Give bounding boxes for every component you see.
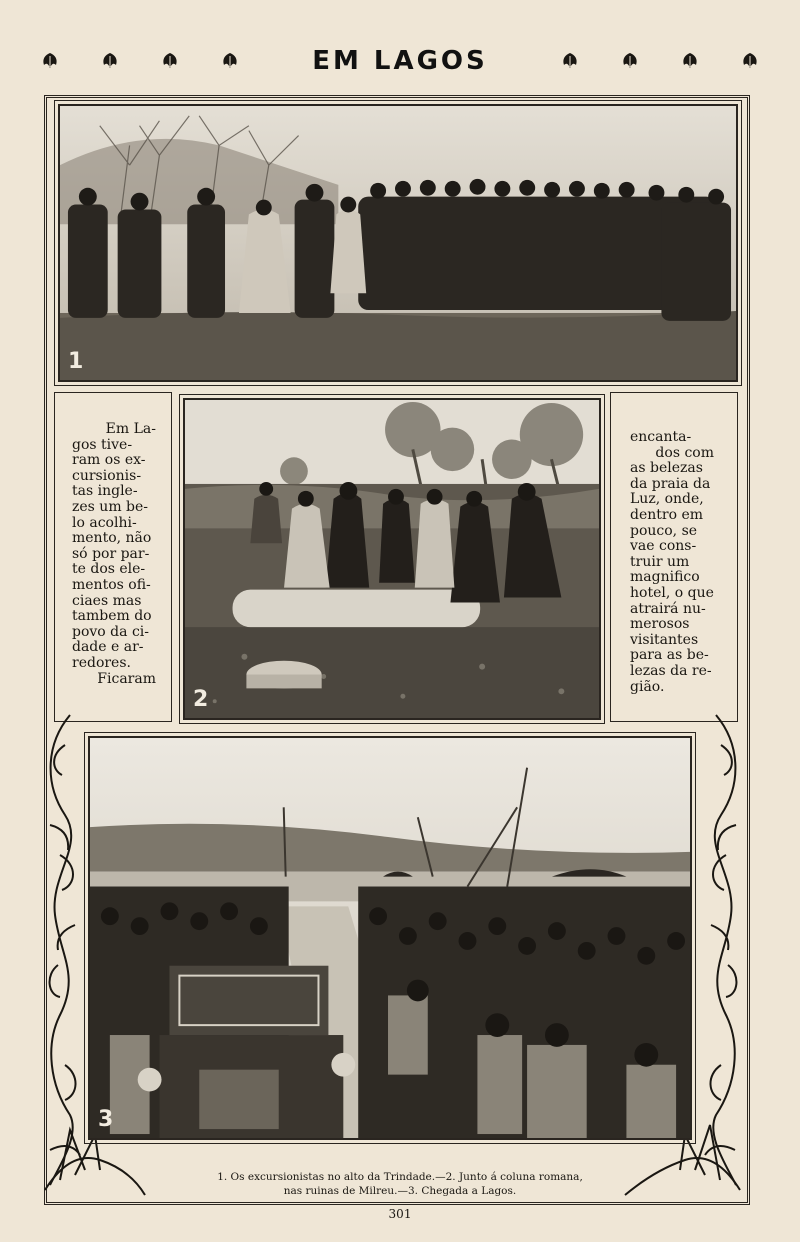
text-line: vae cons- <box>630 538 697 555</box>
text-line: povo da ci- <box>72 623 149 640</box>
text-line: pouco, se <box>630 522 698 539</box>
text-line: te dos ele- <box>72 561 146 578</box>
ivy-leaf-icon <box>160 51 180 71</box>
photo-caption <box>150 1170 650 1198</box>
ivy-leaf-icon <box>220 51 240 71</box>
text-line: Em La- <box>105 421 156 437</box>
right-text-column <box>630 430 714 695</box>
text-line: para as be- <box>630 647 709 664</box>
text-line: Ficaram <box>97 670 156 687</box>
photo-1-image <box>60 106 736 380</box>
text-line: da praia da <box>630 475 711 492</box>
text-line: mentos ofi- <box>72 576 151 593</box>
text-line: encanta- <box>630 429 692 445</box>
caption-line-2: nas ruinas de Milreu.—3. Chegada a Lagos. <box>283 1185 517 1197</box>
text-line: merosos <box>630 616 690 633</box>
ivy-leaf-icon <box>740 51 760 71</box>
text-line: visitantes <box>630 631 699 648</box>
photo-1-number: 1 <box>68 349 84 374</box>
text-line: ram os ex- <box>72 452 146 469</box>
ivy-leaf-icon <box>620 51 640 71</box>
photo-3-number: 3 <box>98 1107 114 1132</box>
photo-2-number: 2 <box>193 687 209 712</box>
text-line: mento, não <box>72 530 152 547</box>
text-line: truir um <box>630 553 690 570</box>
page-header <box>40 44 760 78</box>
photo-2 <box>183 398 601 720</box>
caption-line-1: 1. Os excursionistas no alto da Trindade.—2. Junto á coluna romana, <box>217 1171 583 1183</box>
text-line: só por par- <box>72 545 150 562</box>
text-line: lezas da re- <box>630 662 712 679</box>
page-title: EM LAGOS <box>312 46 488 76</box>
text-line: atrairá nu- <box>630 600 706 617</box>
text-line: gos tive- <box>72 436 133 453</box>
text-line: dentro em <box>630 506 704 523</box>
right-ornament-group <box>560 51 760 71</box>
text-line: magnifico <box>630 569 700 586</box>
text-line: ciaes mas <box>72 592 142 609</box>
ivy-leaf-icon <box>40 51 60 71</box>
left-ornament-group <box>40 51 240 71</box>
text-line: hotel, o que <box>630 584 714 601</box>
ivy-leaf-icon <box>100 51 120 71</box>
text-line: redores. <box>72 654 131 671</box>
ivy-leaf-icon <box>680 51 700 71</box>
photo-3 <box>88 736 692 1140</box>
photo-2-image <box>185 400 599 718</box>
ivy-leaf-icon <box>560 51 580 71</box>
text-line: lo acolhi- <box>72 514 137 531</box>
text-line: tas ingle- <box>72 483 138 500</box>
text-line: cursionis- <box>72 467 142 484</box>
text-line: zes um be- <box>72 498 149 515</box>
text-line: gião. <box>630 678 665 695</box>
left-text-column <box>72 422 156 687</box>
photo-1 <box>58 104 738 382</box>
text-line: dos com <box>655 444 714 461</box>
text-line: Luz, onde, <box>630 491 704 508</box>
text-line: as belezas <box>630 460 703 477</box>
photo-3-image <box>90 738 690 1138</box>
page-number: 301 <box>388 1207 412 1221</box>
text-line: dade e ar- <box>72 639 144 656</box>
text-line: tambem do <box>72 608 152 625</box>
